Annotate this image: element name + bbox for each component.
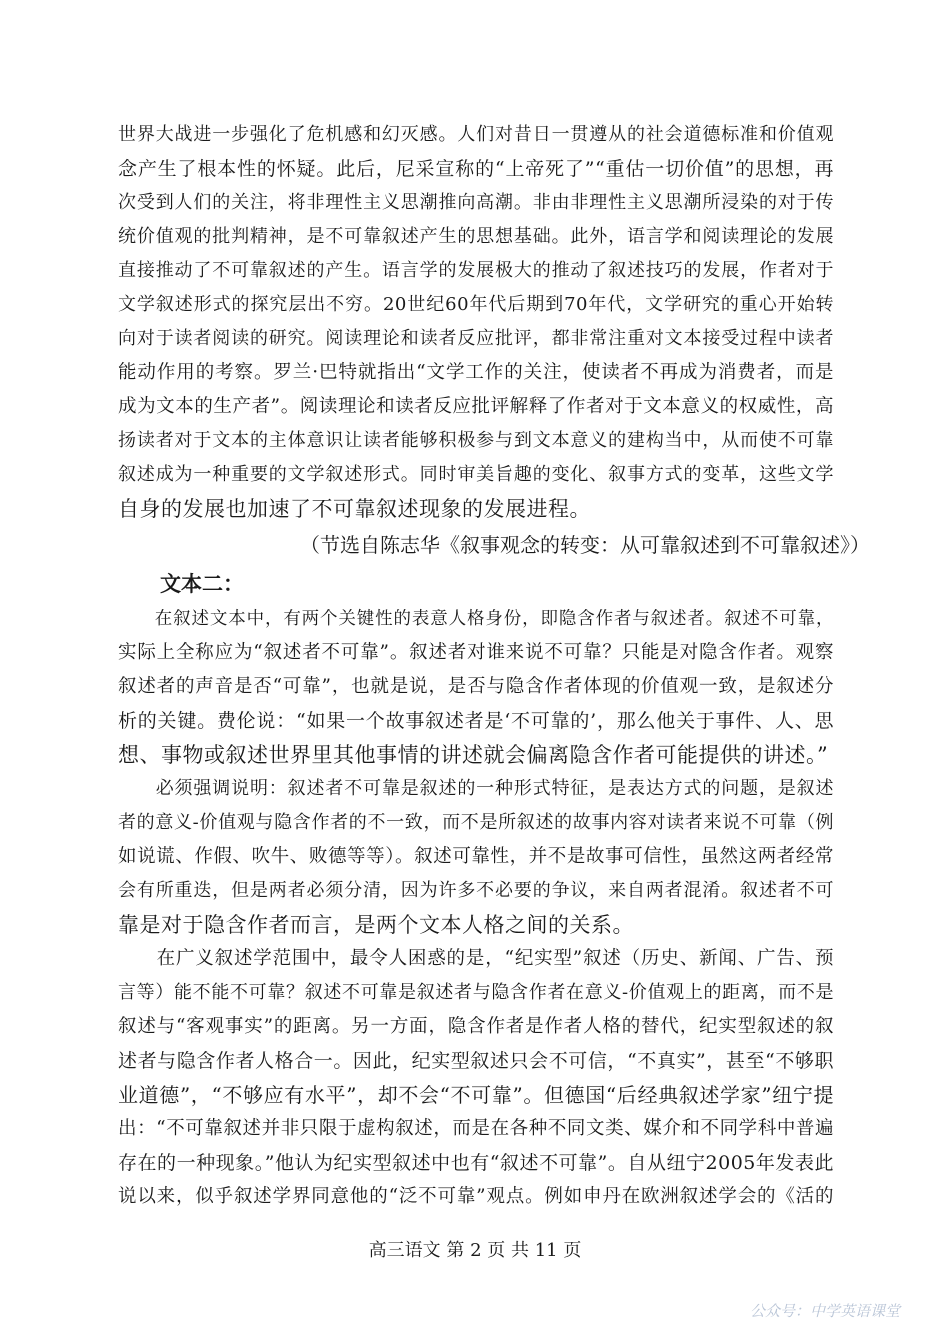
paragraph-line: 存在的一种现象。”他认为纪实型叙述中也有“叙述不可靠”。自从纽宁2005年发表此 bbox=[118, 1152, 834, 1174]
paragraph-line: 念产生了根本性的怀疑。此后，尼采宣称的“上帝死了”“重估一切价值”的思想，再 bbox=[118, 158, 834, 180]
paragraph-line: 统价值观的批判精神，是不可靠叙述产生的思想基础。此外，语言学和阅读理论的发展 bbox=[118, 226, 834, 247]
paragraph-line: 向对于读者阅读的研究。阅读理论和读者反应批评，都非常注重对文本接受过程中读者 bbox=[118, 328, 834, 349]
paragraph-line: 在叙述文本中，有两个关键性的表意人格身份，即隐含作者与叙述者。叙述不可靠， bbox=[118, 609, 834, 629]
paragraph-line: 次受到人们的关注，将非理性主义思潮推向高潮。非由非理性主义思潮所浸染的对于传 bbox=[118, 192, 834, 213]
paragraph-line: 叙述与“客观事实”的距离。另一方面，隐含作者是作者人格的替代，纪实型叙述的叙 bbox=[118, 1016, 834, 1037]
paragraph-line: 世界大战进一步强化了危机感和幻灭感。人们对昔日一贯遵从的社会道德标准和价值观 bbox=[118, 124, 834, 145]
paragraph-line: 出：“不可靠叙述并非只限于虚构叙述，而是在各种不同文类、媒介和不同学科中普遍 bbox=[118, 1118, 834, 1139]
paragraph-line: 成为文本的生产者”。阅读理论和读者反应批评解释了作者对于文本意义的权威性，高 bbox=[118, 396, 834, 417]
paragraph-line: 在广义叙述学范围中，最令人困惑的是，“纪实型”叙述（历史、新闻、广告、预 bbox=[118, 948, 834, 969]
paragraph-line: 实际上全称应为“叙述者不可靠”。叙述者对谁来说不可靠？只能是对隐含作者。观察 bbox=[118, 642, 834, 663]
text-two-heading: 文本二： bbox=[160, 571, 244, 596]
paragraph-line: 叙述成为一种重要的文学叙述形式。同时审美旨趣的变化、叙事方式的变革，这些文学 bbox=[118, 464, 834, 485]
page-footer: 高三语文 第 2 页 共 11 页 bbox=[368, 1240, 582, 1261]
text-two-body bbox=[118, 602, 834, 1214]
paragraph-line: 叙述者的声音是否“可靠”，也就是说，是否与隐含作者体现的价值观一致，是叙述分 bbox=[118, 676, 834, 697]
paragraph-line: 自身的发展也加速了不可靠叙述现象的发展进程。 bbox=[118, 497, 591, 521]
paragraph-line: 如说谎、作假、吹牛、败德等等）。叙述可靠性，并不是故事可信性，虽然这两者经常 bbox=[118, 846, 834, 867]
paragraph-line: 述者与隐含作者人格合一。因此，纪实型叙述只会不可信，“不真实”，甚至“不够职 bbox=[118, 1050, 834, 1072]
paragraph-line: 者的意义-价值观与隐含作者的不一致，而不是所叙述的故事内容对读者来说不可靠（例 bbox=[118, 812, 834, 833]
watermark: 公众号：中学英语课堂 bbox=[749, 1302, 900, 1320]
source-citation: （节选自陈志华《叙事观念的转变：从可靠叙述到不可靠叙述》） bbox=[300, 533, 870, 557]
paragraph-line: 靠是对于隐含作者而言，是两个文本人格之间的关系。 bbox=[118, 913, 634, 937]
paragraph-line: 能动作用的考察。罗兰·巴特就指出“文学工作的关注，使读者不再成为消费者，而是 bbox=[118, 362, 834, 383]
paragraph-line: 扬读者对于文本的主体意识让读者能够积极参与到文本意义的建构当中，从而使不可靠 bbox=[118, 430, 834, 451]
paragraph-line: 言等）能不能不可靠？叙述不可靠是叙述者与隐含作者在意义-价值观上的距离，而不是 bbox=[118, 982, 834, 1003]
paragraph-line: 析的关键。费伦说：“如果一个故事叙述者是‘不可靠的’，那么他关于事件、人、思 bbox=[118, 710, 834, 732]
paragraph-line: 必须强调说明：叙述者不可靠是叙述的一种形式特征，是表达方式的问题，是叙述 bbox=[118, 778, 834, 799]
paragraph-line: 会有所重迭，但是两者必须分清，因为许多不必要的争议，来自两者混淆。叙述者不可 bbox=[118, 880, 834, 901]
paragraph-line: 想、事物或叙述世界里其他事情的讲述就会偏离隐含作者可能提供的讲述。” bbox=[118, 743, 829, 767]
paragraph-line: 说以来，似乎叙述学界同意他的“泛不可靠”观点。例如申丹在欧洲叙述学会的《活的 bbox=[118, 1186, 834, 1207]
paragraph-line: 直接推动了不可靠叙述的产生。语言学的发展极大的推动了叙述技巧的发展，作者对于 bbox=[118, 260, 834, 281]
paragraph-line: 业道德”，“不够应有水平”，却不会“不可靠”。但德国“后经典叙述学家”纽宁提 bbox=[118, 1083, 834, 1107]
text-one-body bbox=[118, 118, 834, 526]
paragraph-line: 文学叙述形式的探究层出不穷。20世纪60年代后期到70年代，文学研究的重心开始转 bbox=[118, 294, 834, 315]
